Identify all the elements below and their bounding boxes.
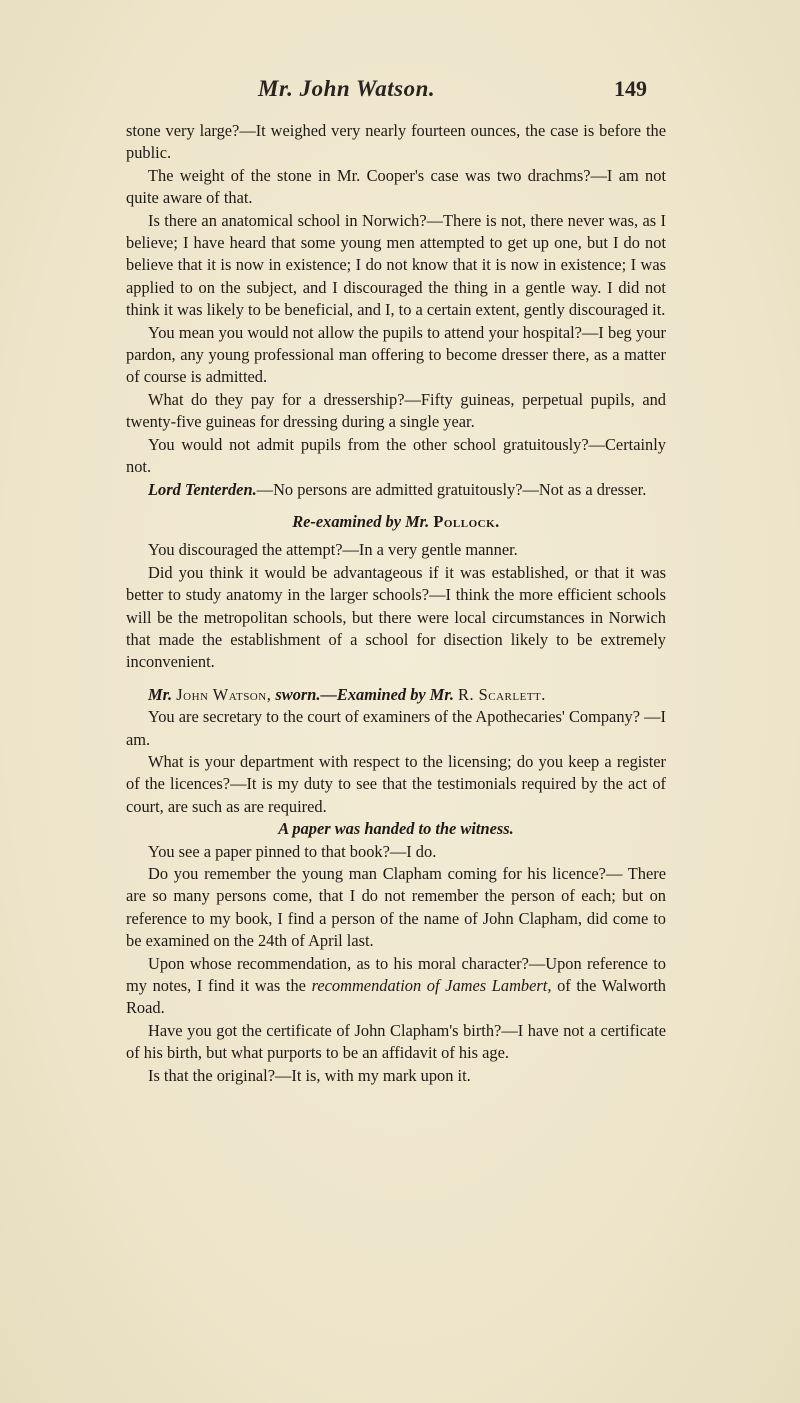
paragraph: Did you think it would be advantageous if it was established, or that it was better to study anatomy in the larger schools?—I think the more efficient schools will be the metropolitan schools, but there were local circumstances in Norwich that made the establishment of a school for disection likely to be extremely inconvenient.: [126, 562, 666, 672]
paragraph: You mean you would not allow the pupils to attend your hospital?—I beg your pardon, any young professional man offering to become dresser there, as a matter of course is admitted.: [126, 322, 666, 387]
paragraph: You see a paper pinned to that book?—I do.: [148, 841, 437, 861]
paragraph-italic: recommendation of James Lambert,: [311, 976, 552, 996]
section-heading: [126, 511, 666, 533]
witness-heading: [126, 684, 666, 706]
paragraph: What do they pay for a dressership?—Fifty guineas, perpetual pupils, and twenty-five guineas for dressing during a single year.: [126, 389, 666, 432]
witness-name: John Watson,: [176, 684, 272, 704]
paragraph: Is that the original?—It is, with my mark upon it.: [148, 1065, 471, 1085]
body-text: [126, 120, 666, 1087]
heading-name: Pollock.: [433, 511, 500, 531]
witness-title: Mr.: [148, 684, 173, 704]
paragraph: The weight of the stone in Mr. Cooper's case was two drachms?—I am not quite aware of that.: [126, 165, 666, 208]
paragraph: Have you got the certificate of John Clapham's birth?—I have not a certificate of his birth, but what purports to be an affidavit of his age.: [126, 1020, 666, 1063]
stage-direction: A paper was handed to the witness.: [278, 819, 514, 839]
paragraph-text: of the Walworth Road.: [126, 976, 666, 1018]
paragraph: You discouraged the attempt?—In a very gentle manner.: [148, 540, 518, 560]
heading-prefix: Re-examined by Mr.: [292, 511, 430, 531]
speaker-name: Lord Tenterden.: [148, 479, 257, 499]
paragraph: [126, 953, 666, 1020]
paragraph: [126, 479, 666, 501]
paragraph: You are secretary to the court of examiners of the Apothecaries' Company? —I am.: [126, 707, 666, 749]
paragraph-text: Upon whose recommendation, as to his moral character?—Upon reference to my notes, I find it was the: [126, 953, 666, 996]
witness-examiner: R. Scarlett.: [458, 684, 546, 704]
page-header: [0, 70, 800, 110]
page-number: 149: [614, 76, 647, 101]
paragraph: What is your department with respect to the licensing; do you keep a register of the licences?—It is my duty to see that the testimonials required by the act of court, are such as are required.: [126, 751, 666, 816]
paragraph: You would not admit pupils from the other school gratuitously?—Certainly not.: [126, 434, 666, 477]
witness-sworn: sworn.—Examined by Mr.: [275, 684, 454, 704]
running-title: Mr. John Watson.: [258, 76, 436, 101]
paragraph-text: —No persons are admitted gratuitously?—Not as a dresser.: [256, 479, 647, 499]
paragraph: stone very large?—It weighed very nearly fourteen ounces, the case is before the public.: [126, 121, 666, 163]
paragraph: Do you remember the young man Clapham coming for his licence?— There are so many persons come, that I do not remember the person of each; but on reference to my book, I find a person of the name of John Clapham, did come to be examined on the 24th of April last.: [126, 864, 666, 951]
paragraph: Is there an anatomical school in Norwich?—There is not, there never was, as I believe; I have heard that some young men attempted to get up one, but I do not believe that it is now in existence; I do not know that it is now in existence; I was applied to on the subject, and I discouraged the thing in a gentle way. I did not think it was likely to be beneficial, and I, to a certain extent, gently discouraged it.: [126, 210, 666, 320]
